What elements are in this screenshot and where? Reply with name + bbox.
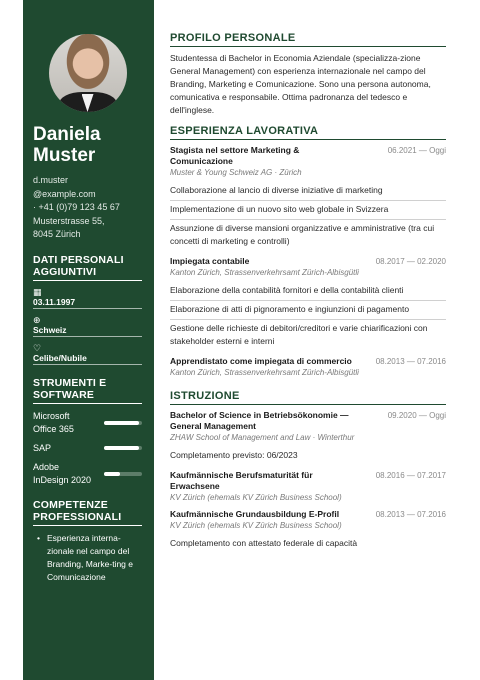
entry-bullet: Collaborazione al lancio di diverse iniziative di marketing bbox=[170, 182, 446, 201]
main-column bbox=[170, 32, 446, 553]
phone-icon: · bbox=[33, 202, 36, 212]
experience-list bbox=[170, 145, 446, 379]
skill-level-bar bbox=[104, 421, 142, 425]
profile-photo bbox=[49, 34, 127, 112]
email-line-1[interactable]: d.muster bbox=[33, 175, 69, 185]
entry-header bbox=[170, 356, 446, 367]
skill-item bbox=[33, 461, 142, 487]
street: Musterstrasse 55, bbox=[33, 215, 105, 226]
skill-name: SAP bbox=[33, 442, 52, 453]
entry-bullet: Elaborazione della contabilità fornitori e della contabilità clienti bbox=[170, 282, 446, 301]
entry-header bbox=[170, 410, 446, 432]
skill-level-fill bbox=[104, 421, 139, 425]
personal-item bbox=[33, 343, 142, 365]
skill-level-fill bbox=[104, 446, 139, 450]
globe-icon: ⊕ bbox=[33, 314, 41, 325]
education-entry bbox=[170, 509, 446, 553]
sidebar bbox=[23, 0, 154, 680]
phone-number: +41 (0)79 123 45 67 bbox=[38, 202, 120, 212]
personal-data-heading: DATI PERSONALI AGGIUNTIVI bbox=[33, 254, 142, 281]
entry-title: Kaufmännische Grundausbildung E-Profil bbox=[170, 509, 340, 519]
skill-name: Microsoft Office 365 bbox=[33, 410, 74, 434]
job-entry bbox=[170, 145, 446, 251]
calendar-icon: ▦ bbox=[33, 286, 42, 297]
entry-title: Stagista nel settore Marketing & Comunicazione bbox=[170, 145, 300, 166]
education-entry bbox=[170, 410, 446, 465]
entry-title: Apprendistato come impiegata di commercio bbox=[170, 356, 352, 366]
entry-bullet: Elaborazione di atti di pignoramento e ingiunzioni di pagamento bbox=[170, 301, 446, 320]
competences-list bbox=[33, 532, 142, 584]
experience-heading: ESPERIENZA LAVORATIVA bbox=[170, 125, 446, 140]
personal-data-list bbox=[33, 287, 142, 365]
skills-list bbox=[33, 410, 142, 487]
education-heading: ISTRUZIONE bbox=[170, 390, 446, 405]
entry-bullet: Implementazione di un nuovo sito web globale in Svizzera bbox=[170, 201, 446, 220]
last-name: Muster bbox=[33, 145, 96, 166]
phone[interactable] bbox=[33, 201, 142, 215]
skill-level-bar bbox=[104, 446, 142, 450]
person-name bbox=[33, 124, 142, 166]
education-list bbox=[170, 410, 446, 553]
entry-header bbox=[170, 145, 446, 167]
competences-heading: COMPETENZE PROFESSIONALI bbox=[33, 499, 142, 526]
entry-organization: Muster & Young Schweiz AG · Zürich bbox=[170, 168, 302, 177]
entry-organization: KV Zürich (ehemals KV Zürich Business School) bbox=[170, 521, 342, 530]
entry-date: 09.2020 — Oggi bbox=[387, 411, 446, 420]
skill-level-bar bbox=[104, 472, 142, 476]
heart-icon: ♡ bbox=[33, 342, 42, 353]
personal-item-text: Celibe/Nubile bbox=[33, 353, 142, 365]
entry-date: 08.2013 — 07.2016 bbox=[375, 357, 446, 366]
entry-header bbox=[170, 256, 446, 267]
entry-title: Impiegata contabile bbox=[170, 256, 250, 266]
contact-block bbox=[33, 174, 142, 242]
entry-date: 08.2016 — 07.2017 bbox=[375, 471, 446, 480]
profile-text: Studentessa di Bachelor in Economia Aziendale (specializza-zione General Management) con esperienza internazionale nel campo del Branding, Marketing e Comunicazione. Sono una persona autonoma, comunicativa e responsabile. Ottima padronanza del tedesco e dell'inglese. bbox=[170, 53, 431, 115]
education-entry bbox=[170, 470, 446, 504]
job-entry bbox=[170, 256, 446, 351]
city: 8045 Zürich bbox=[33, 229, 81, 239]
entry-header bbox=[170, 509, 446, 520]
entry-date: 08.2017 — 02.2020 bbox=[375, 257, 446, 266]
entry-date: 08.2013 — 07.2016 bbox=[375, 510, 446, 519]
profile-heading: PROFILO PERSONALE bbox=[170, 32, 446, 47]
first-name: Daniela bbox=[33, 124, 101, 145]
skill-level-fill bbox=[104, 472, 120, 476]
entry-organization: Kanton Zürich, Strassenverkehrsamt Zürich-Albisgütli bbox=[170, 368, 359, 377]
personal-item bbox=[33, 287, 142, 309]
entry-organization: Kanton Zürich, Strassenverkehrsamt Zürich-Albisgütli bbox=[170, 268, 359, 277]
entry-header bbox=[170, 470, 446, 492]
entry-organization: KV Zürich (ehemals KV Zürich Business School) bbox=[170, 493, 342, 502]
entry-organization: ZHAW School of Management and Law · Winterthur bbox=[170, 433, 355, 442]
skill-item bbox=[33, 410, 142, 436]
email-line-2[interactable]: @example.com bbox=[33, 188, 96, 199]
entry-date: 06.2021 — Oggi bbox=[387, 146, 446, 155]
personal-item-text: Schweiz bbox=[33, 325, 142, 337]
entry-bullet: Gestione delle richieste di debitori/creditori e varie chiarificazioni con stakeholder esterni e interni bbox=[170, 323, 428, 346]
entry-title: Bachelor of Science in Betriebsökonomie — General Management bbox=[170, 410, 349, 431]
personal-item bbox=[33, 315, 142, 337]
personal-item-text: 03.11.1997 bbox=[33, 297, 142, 309]
entry-bullet: Assunzione di diverse mansioni organizzative e amministrative (tra cui concetti di marketing e controlli) bbox=[170, 223, 435, 246]
entry-title: Kaufmännische Berufsmaturität für Erwachsene bbox=[170, 470, 313, 491]
skill-item bbox=[33, 442, 142, 455]
entry-bullet: Completamento con attestato federale di capacità bbox=[170, 538, 358, 548]
entry-bullet: Completamento previsto: 06/2023 bbox=[170, 450, 298, 460]
skills-heading: STRUMENTI E SOFTWARE bbox=[33, 377, 142, 404]
job-entry bbox=[170, 356, 446, 379]
skill-name: Adobe InDesign 2020 bbox=[33, 461, 92, 485]
competence-item: • Esperienza interna-zionale nel campo del Branding, Marke-ting e Comunicazione bbox=[33, 532, 142, 584]
